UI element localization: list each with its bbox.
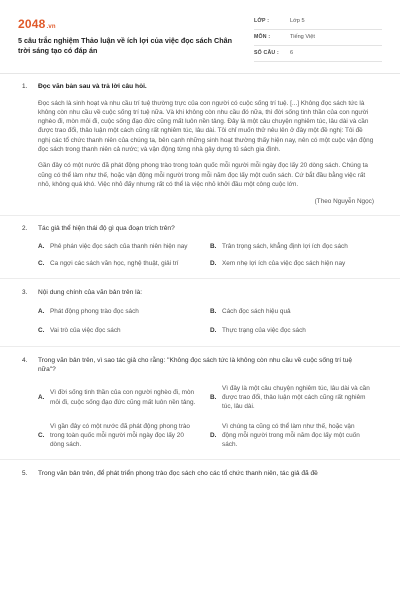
option-label: B.: [210, 308, 217, 316]
option-d[interactable]: [210, 259, 370, 268]
meta-key: SỐ CÂU :: [254, 49, 279, 56]
question-divider: [0, 278, 400, 279]
question-divider: [0, 346, 400, 347]
option-label: A.: [38, 242, 45, 250]
option-text: Trân trọng sách, khẳng định lợi ích đọc sách: [222, 242, 348, 250]
meta-row-count: [254, 46, 382, 62]
passage-paragraph: Đọc sách là sinh hoạt và nhu cầu trí tuệ thường trực của con người có cuộc sống trí tuệ. [...] Không đọc sách tức là không còn nhu cầu về cuộc sống trí tuệ nữa. Và khi không còn nhu cầu đó nữa, thì đời sống tinh thần của con người nghèo đi, mòn mỏi đi, cuộc sống đạo đức cũng mất luôn nền tảng. Đây là một câu chuyện nghiêm túc, lâu dài và cần được trao đổi, thảo luận một cách cũng rất nghiêm túc, lâu dài. Tôi chỉ muốn thử nêu lên ở đây một đề nghị: Tôi đề nghị các tổ chức thanh niên của chúng ta, bên cạnh những sinh hoạt thường thấy hiện nay, nên có một cuộc vận động đọc sách trong thanh niên cả nước; và vận động từng nhà gây dựng tủ sách gia đình.: [38, 99, 374, 153]
question-number: 4.: [22, 356, 28, 364]
question-divider: [0, 459, 400, 460]
option-label: D.: [210, 431, 217, 439]
question-prompt: Trong văn bản trên, vì sao tác giả cho rằng: "Không đọc sách tức là không còn nhu cầu về cuộc sống trí tuệ nữa"?: [38, 356, 353, 374]
option-c[interactable]: [38, 259, 198, 268]
option-text: Phát động phong trào đọc sách: [50, 308, 139, 316]
question-number: 3.: [22, 289, 28, 297]
passage-paragraph: Gần đây có một nước đã phát động phong trào trong toàn quốc mỗi người mỗi ngày đọc lấy 20 dòng sách. Chúng ta cũng có thể làm như thế, hoặc vận động mỗi người trong mỗi năm đọc lấy một cuốn sách. Cứ bắt đầu bằng việc rất nhỏ, không quá khó. Việc nhỏ đấy nhưng rất có thể là việc nhỏ khởi đầu một công cuộc lớn.: [38, 162, 368, 188]
option-text: Xem nhẹ lợi ích của việc đọc sách hiện nay: [222, 260, 346, 268]
option-a[interactable]: [38, 242, 198, 251]
answer-options: [38, 384, 384, 450]
reading-passage: [38, 99, 384, 190]
question-5: [22, 469, 384, 479]
answer-options: [38, 242, 384, 269]
option-a[interactable]: [38, 307, 198, 316]
option-text: Vì chúng ta cũng có thể làm như thế, hoặc vận động mỗi người trong mỗi năm đọc lấy một cuốn sách.: [222, 422, 360, 449]
option-text: Vai trò của việc đọc sách: [50, 327, 121, 335]
meta-value: Lớp 5: [290, 18, 305, 25]
question-2: [22, 224, 384, 268]
meta-value: 6: [290, 50, 294, 57]
option-c[interactable]: [38, 422, 198, 450]
option-a[interactable]: [38, 384, 198, 412]
option-text: Thực trạng của việc đọc sách: [222, 327, 306, 335]
question-divider: [0, 215, 400, 216]
header-divider: [0, 73, 400, 74]
passage-source: (Theo Nguyễn Ngọc): [314, 198, 374, 206]
option-b[interactable]: [210, 307, 370, 316]
meta-key: MÔN :: [254, 33, 271, 40]
option-text: Vì đây là một câu chuyện nghiêm túc, lâu dài và cần được trao đổi, thảo luận một cách cũng rất nghiêm túc, lâu dài.: [222, 384, 370, 411]
answer-options: [38, 307, 384, 336]
question-prompt: Nội dung chính của văn bản trên là:: [38, 289, 143, 297]
question-number: 1.: [22, 83, 28, 90]
option-d[interactable]: [210, 422, 370, 450]
option-label: B.: [210, 242, 217, 250]
option-text: Phê phán việc đọc sách của thanh niên hiện nay: [50, 242, 188, 250]
option-label: A.: [38, 308, 45, 316]
option-text: Cách đọc sách hiệu quả: [222, 308, 291, 316]
meta-info: [254, 14, 382, 62]
question-number: 2.: [22, 225, 28, 233]
option-b[interactable]: [210, 384, 370, 412]
page-header: [18, 14, 382, 66]
question-number: 5.: [22, 470, 28, 478]
option-label: A.: [38, 393, 45, 401]
question-prompt: Tác giả thể hiện thái độ gì qua đoạn trích trên?: [38, 225, 175, 233]
option-d[interactable]: [210, 326, 370, 335]
option-label: C.: [38, 431, 45, 439]
meta-row-grade: [254, 14, 382, 30]
site-logo[interactable]: 2048.vn: [18, 17, 56, 31]
option-label: C.: [38, 327, 45, 335]
question-prompt: Trong văn bản trên, để phát triển phong trào đọc sách cho các tổ chức thanh niên, tác giả đã đề: [38, 470, 318, 478]
option-label: D.: [210, 327, 217, 335]
option-c[interactable]: [38, 326, 198, 335]
option-text: Vì đời sống tinh thần của con người nghèo đi, mòn mỏi đi, cuộc sống đạo đức cũng mất luôn nền tảng.: [50, 389, 196, 406]
question-3: [22, 288, 384, 335]
meta-key: LỚP :: [254, 17, 270, 24]
meta-row-subject: [254, 30, 382, 46]
question-1: [22, 82, 384, 206]
question-list: [22, 80, 384, 479]
option-b[interactable]: [210, 242, 370, 251]
question-4: [22, 356, 384, 450]
page-title: 5 câu trắc nghiệm Thảo luận về ích lợi của việc đọc sách Chân trời sáng tạo có đáp án: [18, 36, 233, 56]
question-prompt: Đọc văn bản sau và trả lời câu hỏi.: [38, 83, 147, 90]
meta-value: Tiếng Việt: [290, 34, 315, 41]
option-label: D.: [210, 260, 217, 268]
option-label: B.: [210, 393, 217, 401]
option-text: Vì gần đây có một nước đã phát động phong trào trong toàn quốc mỗi người mỗi ngày đọc lấy 20 dòng sách.: [50, 422, 190, 449]
option-label: C.: [38, 260, 45, 268]
option-text: Ca ngợi các sách văn học, nghệ thuật, giải trí: [50, 260, 179, 268]
